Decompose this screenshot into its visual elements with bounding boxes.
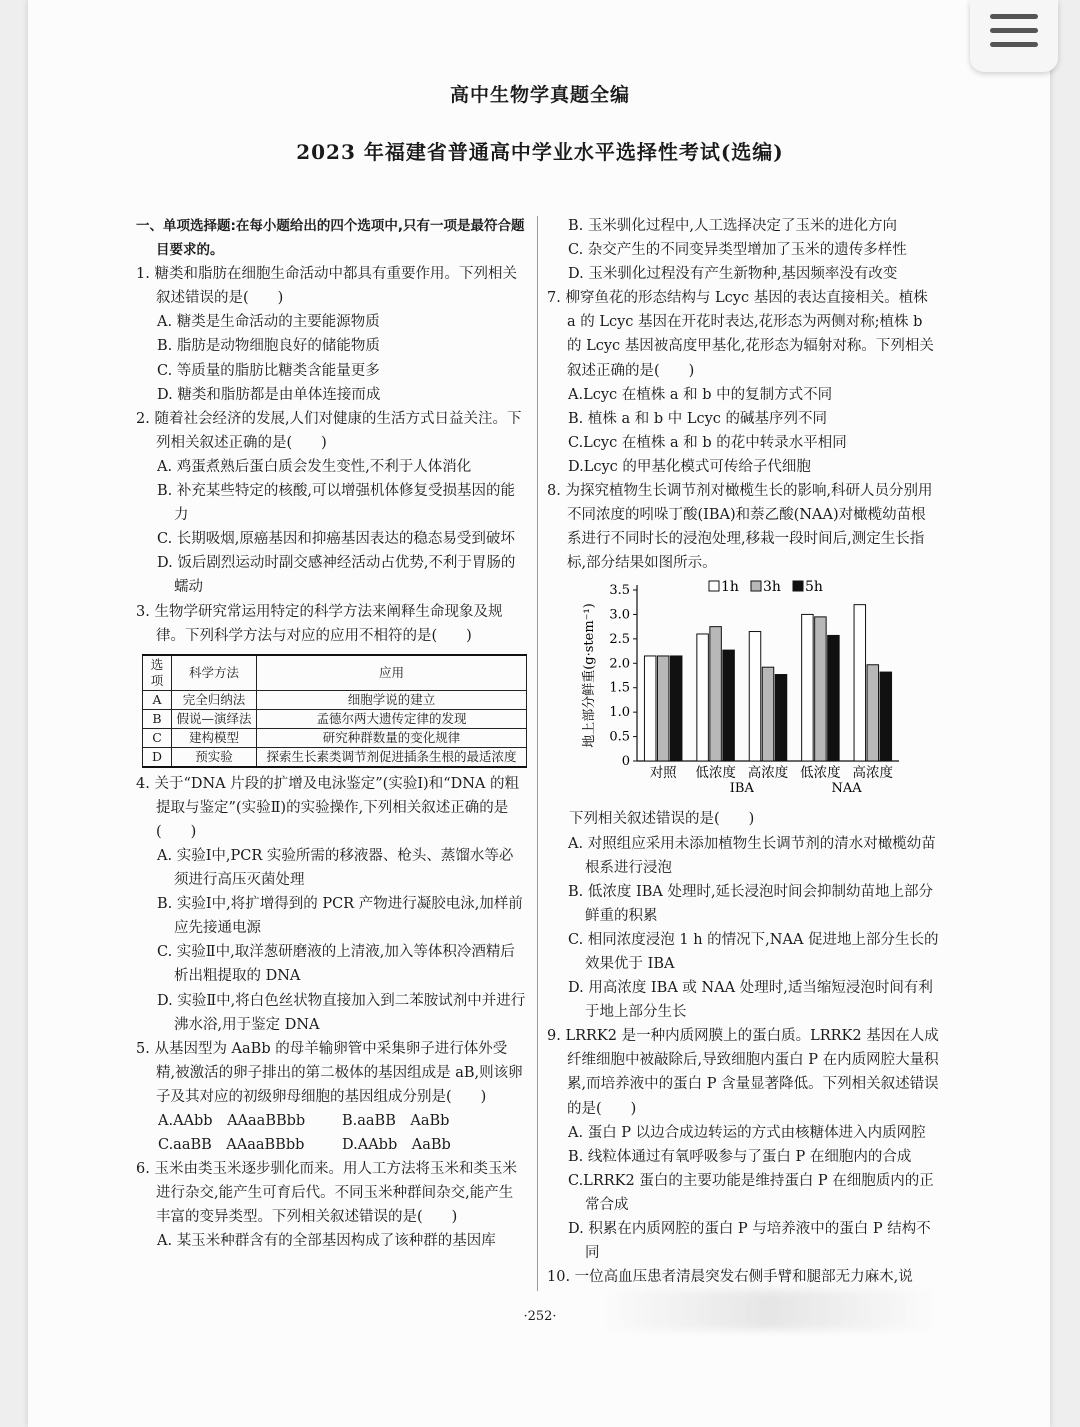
question-8: 8. 为探究植物生长调节剂对橄榄生长的影响,科研人员分别用不同浓度的吲哚丁酸(IBA)和萘乙酸(NAA)对橄榄幼苗根系进行不同时长的浸泡处理,移栽一段时间后,测定生长指标,部分结果如图所示。 <box>547 483 933 572</box>
option: B. 脂肪是动物细胞良好的储能物质 <box>157 338 380 355</box>
menu-icon-bar <box>990 42 1038 47</box>
y-tick-label: 3.5 <box>609 583 630 599</box>
y-tick-label: 3.0 <box>609 607 630 623</box>
x-tick-label: 对照 <box>649 765 677 782</box>
legend-swatch <box>709 581 719 591</box>
question-6: 6. 玉米由类玉米逐步驯化而来。用人工方法将玉米和类玉米进行杂交,能产生可育后代。不同玉米种群间杂交,能产生丰富的变异类型。下列相关叙述错误的是( ) <box>136 1161 517 1226</box>
menu-icon-bar <box>990 28 1038 33</box>
option: A. 对照组应采用未添加植物生长调节剂的清水对橄榄幼苗根系进行浸泡 <box>568 835 936 876</box>
option: A.AAbb AAaaBBbb <box>158 1113 306 1129</box>
option: A. 实验Ⅰ中,PCR 实验所需的移液器、枪头、蒸馏水等必须进行高压灭菌处理 <box>157 847 514 889</box>
y-tick-label: 1.5 <box>609 681 630 697</box>
question-2: 2. 随着社会经济的发展,人们对健康的生活方式日益关注。下列相关叙述正确的是( ) <box>136 410 522 451</box>
option: A. 糖类是生命活动的主要能源物质 <box>157 314 380 331</box>
page-header: 高中生物学真题全编 <box>449 84 630 106</box>
question-10: 10. 一位高血压患者清晨突发右侧手臂和腿部无力麻木,说 <box>547 1269 913 1286</box>
question-3: 3. 生物学研究常运用特定的科学方法来阐释生命现象及规律。下列科学方法与对应的应用不相符的是( ) <box>136 603 503 644</box>
option: D. 实验Ⅱ中,将白色丝状物直接加入到二苯胺试剂中并进行沸水浴,用于鉴定 DNA <box>157 992 526 1033</box>
x-tick-label: 高浓度 <box>747 765 789 782</box>
table-cell: 假说—演绎法 <box>172 709 257 728</box>
option: C.aaBB AAaaBBbb <box>158 1137 305 1154</box>
methods-table <box>142 654 527 768</box>
group-label: NAA <box>831 781 862 797</box>
bar-5h <box>828 636 840 762</box>
bar-3h <box>657 656 669 761</box>
option: D. 饭后剧烈运动时副交感神经活动占优势,不利于胃肠的蠕动 <box>157 555 516 596</box>
y-axis-label: 地上部分鲜重(g·stem⁻¹) <box>582 603 597 749</box>
table-row <box>143 747 527 767</box>
table-cell: D <box>143 747 172 767</box>
bar-1h <box>802 615 814 762</box>
option: C.LRRK2 蛋白的主要功能是维持蛋白 P 在细胞质内的正常合成 <box>568 1172 934 1213</box>
option: D. 积累在内质网腔的蛋白 P 与培养液中的蛋白 P 结构不同 <box>568 1221 931 1262</box>
option: B. 玉米驯化过程中,人工选择决定了玉米的进化方向 <box>568 218 897 234</box>
table-cell: 完全归纳法 <box>172 690 257 709</box>
table-cell: 细胞学说的建立 <box>257 690 527 709</box>
table-row <box>143 709 527 728</box>
bar-5h <box>880 672 892 761</box>
option: D. 糖类和脂肪都是由单体连接而成 <box>157 386 381 403</box>
table-cell: 孟德尔两大遗传定律的发现 <box>257 709 527 728</box>
bar-3h <box>710 627 722 761</box>
table-cell: 探索生长素类调节剂促进插条生根的最适浓度 <box>257 747 527 767</box>
option-row <box>136 1109 526 1133</box>
table-header: 科学方法 <box>172 655 257 691</box>
bar-3h <box>762 668 774 762</box>
table-cell: C <box>143 728 172 747</box>
page-number: ·252· <box>523 1309 557 1324</box>
bar-5h <box>723 651 735 762</box>
y-tick-label: 2.0 <box>609 656 630 672</box>
option: D.Lcyc 的甲基化模式可传给子代细胞 <box>568 458 811 475</box>
x-tick-label: 低浓度 <box>695 765 736 782</box>
option: A.Lcyc 在植株 a 和 b 中的复制方式不同 <box>568 386 833 403</box>
question-7: 7. 柳穿鱼花的形态结构与 Lcyc 基因的表达直接相关。植株 a 的 Lcyc 基因在开花时表达,花形态为两侧对称;植株 b 的 Lcyc 基因被高度甲基化,花形态为辐射对称。下列相关叙述正确的是( ) <box>547 290 934 379</box>
legend-label: 3h <box>763 579 781 596</box>
section-heading: 一、单项选择题:在每小题给出的四个选项中,只有一项是最符合题目要求的。 <box>136 218 525 259</box>
chart-svg <box>547 575 939 807</box>
table-cell: B <box>143 709 172 728</box>
chart-labels <box>581 583 894 796</box>
table-cell: 建构模型 <box>172 728 257 747</box>
chart-bars <box>644 605 891 761</box>
x-tick-label: 低浓度 <box>800 765 841 782</box>
y-tick-label: 0 <box>621 754 630 770</box>
option: B. 实验Ⅰ中,将扩增得到的 PCR 产物进行凝胶电泳,加样前应先接通电源 <box>157 896 523 937</box>
legend-swatch <box>751 581 761 591</box>
bar-1h <box>697 634 709 761</box>
table-row <box>143 690 527 709</box>
y-tick-label: 1.0 <box>609 705 630 721</box>
table-cell: A <box>143 690 172 709</box>
legend-label: 1h <box>721 579 739 596</box>
option: B. 植株 a 和 b 中 Lcyc 的碱基序列不同 <box>568 410 828 427</box>
y-tick-label: 2.5 <box>609 632 630 648</box>
bar-5h <box>775 675 787 761</box>
bar-3h <box>815 617 827 761</box>
option: C.Lcyc 在植株 a 和 b 的花中转录水平相同 <box>568 434 847 451</box>
menu-icon <box>990 14 1038 19</box>
option-row <box>136 1133 526 1157</box>
y-tick-label: 0.5 <box>609 729 630 745</box>
option: B.aaBB AaBb <box>342 1113 450 1129</box>
bar-1h <box>644 656 656 761</box>
option: D.AAbb AaBb <box>342 1137 451 1154</box>
table-cell: 预实验 <box>172 747 257 767</box>
table-header: 应用 <box>257 655 527 691</box>
option: A. 某玉米种群含有的全部基因构成了该种群的基因库 <box>157 1233 496 1250</box>
menu-button[interactable] <box>970 0 1058 72</box>
legend-swatch <box>793 581 803 591</box>
group-label: IBA <box>729 781 754 797</box>
option: B. 低浓度 IBA 处理时,延长浸泡时间会抑制幼苗地上部分鲜重的积累 <box>568 883 934 924</box>
option: D. 用高浓度 IBA 或 NAA 处理时,适当缩短浸泡时间有利于地上部分生长 <box>568 980 933 1021</box>
option: A. 蛋白 P 以边合成边转运的方式由核糖体进入内质网腔 <box>568 1124 926 1141</box>
table-row <box>143 728 527 747</box>
left-column <box>136 214 526 1254</box>
option: B. 线粒体通过有氧呼吸参与了蛋白 P 在细胞内的合成 <box>568 1148 912 1165</box>
question-8-prompt: 下列相关叙述错误的是( ) <box>569 811 755 828</box>
table-cell: 研究种群数量的变化规律 <box>257 728 527 747</box>
option: C. 等质量的脂肪比糖类含能量更多 <box>157 362 380 379</box>
option: B. 补充某些特定的核酸,可以增强机体修复受损基因的能力 <box>157 483 515 524</box>
option: C. 长期吸烟,原癌基因和抑癌基因表达的稳态易受到破坏 <box>157 531 515 548</box>
chart-legend <box>709 579 823 595</box>
question-9: 9. LRRK2 是一种内质网膜上的蛋白质。LRRK2 基因在人成纤维细胞中被敲除后,导致细胞内蛋白 P 在内质网腔大量积累,而培养液中的蛋白 P 含量显著降低。下列相关叙述错误的是( ) <box>547 1028 939 1117</box>
option: D. 玉米驯化过程没有产生新物种,基因频率没有改变 <box>568 266 898 283</box>
column-divider <box>537 216 538 1291</box>
legend-label: 5h <box>805 579 823 596</box>
bar-5h <box>670 656 682 761</box>
question-5: 5. 从基因型为 AaBb 的母羊输卵管中采集卵子进行体外受精,被激活的卵子排出的第二极体的基因组成是 aB,则该卵子及其对应的初级卵母细胞的基因组成分别是( ) <box>136 1040 523 1105</box>
option: C. 杂交产生的不同变异类型增加了玉米的遗传多样性 <box>568 242 907 259</box>
option: C. 实验Ⅱ中,取洋葱研磨液的上清液,加入等体积冷酒精后析出粗提取的 DNA <box>157 944 515 985</box>
page-title: 2023 年福建省普通高中学业水平选择性考试(选编) <box>296 140 784 164</box>
x-tick-label: 高浓度 <box>852 765 894 782</box>
bar-1h <box>749 632 761 761</box>
bar-1h <box>854 605 866 761</box>
bar-3h <box>867 665 879 761</box>
option: C. 相同浓度浸泡 1 h 的情况下,NAA 促进地上部分生长的效果优于 IBA <box>568 931 939 972</box>
table-header: 选项 <box>143 655 172 691</box>
option: A. 鸡蛋煮熟后蛋白质会发生变性,不利于人体消化 <box>157 458 472 475</box>
bar-chart <box>547 575 939 807</box>
right-column <box>547 214 939 1289</box>
question-4: 4. 关于“DNA 片段的扩增及电泳鉴定”(实验Ⅰ)和“DNA 的粗提取与鉴定”(实验Ⅱ)的实验操作,下列相关叙述正确的是( ) <box>136 775 520 840</box>
question-1: 1. 糖类和脂肪在细胞生命活动中都具有重要作用。下列相关叙述错误的是( ) <box>136 266 517 307</box>
table-header-row <box>143 655 527 691</box>
